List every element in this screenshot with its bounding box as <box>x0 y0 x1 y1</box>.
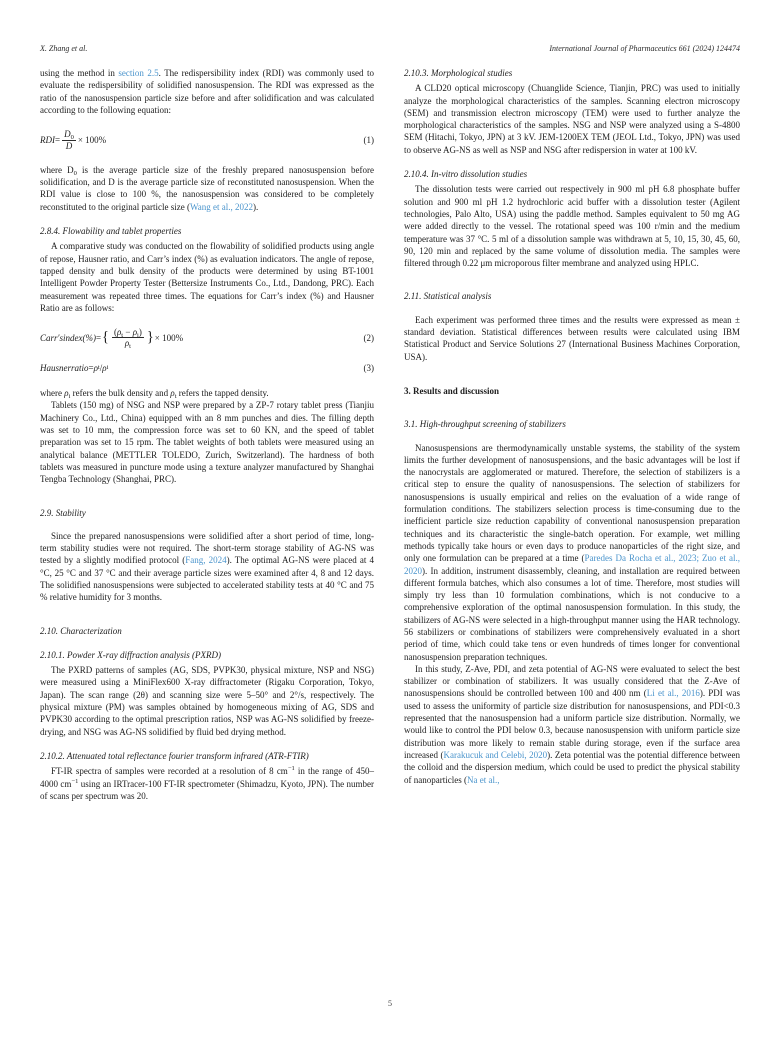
equation-body <box>40 129 106 151</box>
paragraph <box>404 663 740 786</box>
section-heading: 2.10.3. Morphological studies <box>404 68 513 78</box>
text-run: ρ <box>116 327 122 338</box>
text-run: A comparative study was conducted on the flowability of solidified products using angle of repose, Hausner ratio, and Carr’s index (%) as evaluation indicators. The angle of repose, tapped density and bulk density of the products were determined by using BT-1001 Intelligent Powder Property Tester (Bettersize Instruments Co., Ltd., Dandong, PRC). Each measurement was repeated three times. The equations for Carr’s index (%) and Hausner Ratio are as follows: <box>40 241 374 313</box>
text-run: = <box>88 362 94 373</box>
subscript: t <box>129 343 131 351</box>
text-run: ). Zeta potential was the potential difference between the colloid and the dispersion medium, which could be used to predict the physical stability of nanoparticles ( <box>404 749 741 785</box>
text-run: A CLD20 optical microscopy (Chuanglide Science, Tianjin, PRC) was used to initially analyze the morphological characteristics of the samples. Scanning electron microscopy (SEM) and transmission electron microscopy (TEM) were used to further analyze the morphological characteristics of the samples. NSG and NSP were analyzed using a S-4800 SEM (Hitachi, Tokyo, JPN) at 3 kV. JEM-1200EX TEM (JEOL Ltd., Tokyo, JPN) was used to observe AG-NS as well as NSP and NSG after redispersion in water at 100 kV. <box>404 83 740 155</box>
text-run: = <box>55 134 61 145</box>
subscript: t <box>121 332 124 340</box>
paragraph <box>40 164 374 213</box>
paragraph <box>404 442 740 663</box>
text-run: FT-IR spectra of samples were recorded at a resolution of 8 cm <box>51 766 288 777</box>
text-run: ). In addition, instrument disassembly, cleaning, and installation are required between different formula batches, which also consumes a lot of time. Therefore, most studies will simply try less than 10 formulation combinations, which is not conducive to a comprehensive exploration of the optimal nanosuspension formulation. In this study, the stabilizers of AG-NS were selected in a high-throughput manner using the HAR technology. 56 stabilizers or combinations of stabilizers were comprehensively evaluated in a short period of time, which could take tens or even hundreds of times longer for conventional nanosuspension preparation techniques. <box>404 565 740 662</box>
subscript: 0 <box>70 134 74 142</box>
paragraph <box>40 240 374 314</box>
text-run: ρ <box>132 327 138 338</box>
superscript: −1 <box>71 777 79 785</box>
section-heading: 3. Results and discussion <box>404 385 500 396</box>
subscript: 0 <box>73 169 77 177</box>
text-run: In this study, Z-Ave, PDI, and zeta potential of AG-NS were evaluated to select the best stabilizer or combination of stabilizers. It was usually considered that the Z-Ave of nanosuspensions should be controlled between 100 and 400 nm ( <box>404 663 740 699</box>
equation-number: (2) <box>363 332 374 343</box>
text-run: The dissolution tests were carried out respectively in 900 ml pH 6.8 phosphate buffer solution and 900 ml pH 1.2 hydrochloric acid buffer with a dissolution tester (Agilent technologies, Palo Alto, USA) using the paddle method. Samples equivalent to 50 mg AG were added directly to the vessel. The rotational speed was 100 r/min and the medium temperature was 37 °C. 5 ml of a dissolution sample was withdrawn at 5, 10, 15, 30, 45, 60, 90, 120 min and replaced by the same volume of dissolution media. The samples were filtered through 0.22 μm microporous filter membrane and analyzed using HPLC. <box>404 184 740 269</box>
text-run: ρ <box>102 362 107 373</box>
paragraph <box>404 82 740 156</box>
text-run: } <box>146 328 154 345</box>
fraction <box>112 327 144 349</box>
text-run: where <box>40 388 65 399</box>
page-number: 5 <box>388 999 392 1008</box>
citation-link[interactable]: Li et al., 2016 <box>646 688 700 699</box>
text-run: Since the prepared nanosuspensions were solidified after a short period of time, long-term stability studies were not required. The short-term storage stability of AG-NS was tested by a slightly modified protocol ( <box>40 530 374 566</box>
text-run: ( <box>113 327 117 338</box>
text-run: Nanosuspensions are thermodynamically unstable systems, the stability of the system limits the further development of nanosuspensions, and the basic advantages will be lost if the nanocrystals are agglomerated or matured. Therefore, the selection of stabilizers is a critical step to ensure the quality of nanosuspensions. The selection of stabilizers for nanosuspensions is usually empirical and relies on the evaluation of a wide range of formulation conditions. The stabilizers selection process is time-consuming due to the inefficient particle size reduction capability of conventional nanosuspension preparation techniques and its characteristic the single-batch operation. For example, wet milling methods typically take hours or even days to produce nanoparticles of the right size, and only one formulation can be prepared at a time ( <box>404 442 740 564</box>
text-run: ρ <box>64 388 69 399</box>
equation <box>40 129 374 151</box>
text-run: using the method in <box>40 68 119 78</box>
text-run: Carr′sindex(%) <box>40 332 96 343</box>
section-heading: 2.10.2. Attenuated total reflectance fourier transform infrared (ATR-FTIR) <box>40 750 309 761</box>
journal-citation: International Journal of Pharmaceutics 661 (2024) 124474 <box>549 44 740 53</box>
text-run: is the average particle size of the freshly prepared nanosuspension before solidification, and D is the average particle size of reconstituted nanosuspension. When the RDI value is close to 100 %, the nanosuspension was considered to be completely reconstituted to the original particle size ( <box>40 164 374 212</box>
equation <box>40 362 374 374</box>
text-run: The PXRD patterns of samples (AG, SDS, PVPK30, physical mixture, NSP and NSG) were measured using a MiniFlex600 X-ray diffractometer (Rigaku Corporation, Tokyo, Japan). The scan range (2θ) and scanning size were 5–50° and 2°/s, respectively. The physical mixture (PM) was samples obtained by homogeneous mixing of AG, SDS and PVPK30 according to the optimal prescription ratios, NSP was AG-NS solidified by freeze-drying, and NSG was AG-NS solidified by fluid bed drying method. <box>40 665 374 737</box>
citation-link[interactable]: section 2.5 <box>118 68 159 78</box>
equation-body <box>40 327 183 349</box>
section-heading: 2.11. Statistical analysis <box>404 291 492 302</box>
text-run: × 100% <box>77 134 107 145</box>
running-author: X. Zhang et al. <box>40 44 88 53</box>
subscript: t <box>174 393 177 401</box>
text-run: RDI <box>40 134 55 145</box>
text-run: ). The optimal AG-NS were placed at 4 °C, 25 °C and 37 °C and their average particle sizes were examined after 4, 8 and 12 days. The solidified nanosuspensions were subjected to accelerated stability tests at 40 °C and 75 % relative humidity for 3 months. <box>40 555 374 603</box>
section-heading: 2.10.1. Powder X-ray diffraction analysis (PXRD) <box>40 649 221 660</box>
text-run: / <box>99 362 103 373</box>
text-run: . The redispersibility index (RDI) was commonly used to evaluate the redispersibility of solidified nanosuspension. The RDI was expressed as the ratio of the nanosuspension particle size before and after solidification and was calculated according to the following equation: <box>40 68 374 115</box>
text-run: ρ <box>93 362 98 373</box>
left-column <box>40 67 374 802</box>
two-column-body <box>40 67 740 802</box>
text-run: ρ <box>124 338 130 349</box>
paragraph <box>40 67 374 116</box>
superscript: −1 <box>287 765 295 773</box>
paragraph <box>40 765 374 802</box>
text-run: refers the bulk density and <box>70 388 171 399</box>
text-run: ρ <box>170 388 175 399</box>
section-heading: 3.1. High-throughput screening of stabilizers <box>404 419 566 430</box>
paragraph <box>40 399 374 485</box>
section-heading: 2.9. Stability <box>40 507 86 518</box>
section-heading: 2.10.4. In-vitro dissolution studies <box>404 169 528 180</box>
citation-link[interactable]: Karakucuk and Celebi, 2020 <box>443 749 548 760</box>
citation-link[interactable]: Na et al., <box>466 774 500 785</box>
text-run: ). PDI was used to assess the uniformity of particle size distribution for nanosuspensions, and PDI<0.3 represented that the nanosuspension had a uniform particle size distribution. Normally, we would like to control the PDI below 0.3, because nanosuspension with uniform particle size distribution was more likely to remain stable during storage, even if the surface area increased ( <box>404 688 740 760</box>
text-run: using an IRTracer-100 FT-IR spectrometer (Shimadzu, Kyoto, JPN). The number of scans per spectrum was 20. <box>40 778 375 801</box>
fraction <box>62 129 76 151</box>
text-run: { <box>102 328 109 345</box>
subscript: i <box>68 393 71 401</box>
text-run: D <box>64 129 71 140</box>
text-run: − <box>123 327 133 338</box>
text-run: Hausnerratio <box>40 362 89 373</box>
equation-number: (1) <box>363 134 374 145</box>
paragraph <box>40 387 374 399</box>
text-run: refers the tapped density. <box>176 388 269 399</box>
paragraph <box>404 183 740 269</box>
text-run: Each experiment was performed three times and the results were expressed as mean ± standard deviation. Statistical differences between results were calculated using IBM Statistical Product and Service Solutions 27 (International Business Machines Corporation, USA). <box>404 314 740 362</box>
section-heading: 2.10. Characterization <box>40 625 122 636</box>
equation-body: Hausnerratio = ρ t / ρ i <box>40 362 109 373</box>
text-run: ) <box>138 327 142 338</box>
right-column <box>404 67 740 802</box>
text-run: ). <box>252 201 259 212</box>
page-header <box>40 44 740 53</box>
subscript: i <box>137 332 139 340</box>
text-run: = <box>95 332 102 343</box>
paragraph <box>40 664 374 738</box>
citation-link[interactable]: Wang et al., 2022 <box>189 201 253 212</box>
paragraph <box>40 530 374 604</box>
section-heading: 2.8.4. Flowability and tablet properties <box>40 226 182 237</box>
paragraph <box>404 314 740 363</box>
text-run: Tablets (150 mg) of NSG and NSP were prepared by a ZP-7 rotary tablet press (Tianjiu Machinery Co., Ltd., China) equipped with an 8 mm punches and dies. The filling depth was set to 10 mm, the compression force was set to 60 KN, and the speed of tablet preparation was set to 15 rpm. The tablet weights of both tablets were measured using an analytical balance (METTLER TOLEDO, Zurich, Switzerland). The hardness of both tablets was measured in puncture mode using a texture analyzer manufactured by Shanghai Tengba Technology (Shanghai, PRC). <box>40 400 374 485</box>
citation-link[interactable]: Paredes Da Rocha et al., 2023; Zuo et al., 2020 <box>404 553 740 576</box>
text-run: D <box>65 140 73 151</box>
equation-number: (3) <box>363 362 374 373</box>
text-run: × 100% <box>154 332 184 343</box>
text-run: where D <box>40 164 74 175</box>
text-run: in the range of 450–4000 cm <box>40 766 374 789</box>
equation <box>40 327 374 349</box>
citation-link[interactable]: Fang, 2024 <box>185 555 227 566</box>
